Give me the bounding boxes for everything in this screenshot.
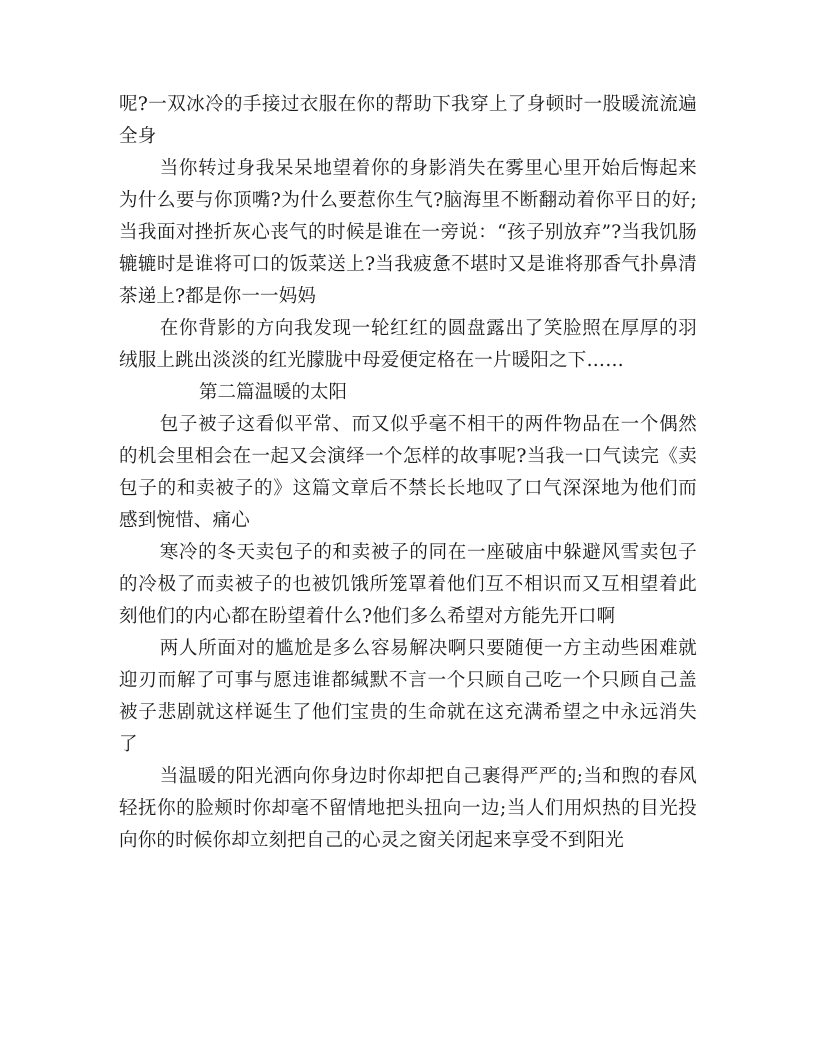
paragraph-4: 包子被子这看似平常、而又似乎毫不相干的两件物品在一个偶然的机会里相会在一起又会演绎一个怎样的故事呢?当我一口气读完《卖包子的和卖被子的》这篇文章后不禁长长地叹了口气深深地为他们而感到惋惜、痛心 <box>119 414 697 531</box>
paragraph-1: 呢?一双冰冷的手接过衣服在你的帮助下我穿上了身顿时一股暖流流遍全身 <box>119 94 697 147</box>
paragraph-2: 当你转过身我呆呆地望着你的身影消失在雾里心里开始后悔起来为什么要与你顶嘴?为什么要惹你生气?脑海里不断翻动着你平日的好;当我面对挫折灰心丧气的时候是谁在一旁说：“孩子别放弃”?当我饥肠辘辘时是谁将可口的饭菜送上?当我疲惫不堪时又是谁将那香气扑鼻清茶递上?都是你一一妈妈 <box>119 158 697 307</box>
paragraph-7: 当温暖的阳光洒向你身边时你却把自己裹得严严的;当和煦的春风轻抚你的脸颊时你却毫不留情地把头扭向一边;当人们用炽热的目光投向你的时候你却立刻把自己的心灵之窗关闭起来享受不到阳光 <box>119 766 697 851</box>
paragraph-3: 在你背影的方向我发现一轮红红的圆盘露出了笑脸照在厚厚的羽绒服上跳出淡淡的红光朦胧中母爱便定格在一片暖阳之下…… <box>119 318 697 371</box>
paragraph-5: 寒冷的冬天卖包子的和卖被子的同在一座破庙中躲避风雪卖包子的冷极了而卖被子的也被饥饿所笼罩着他们互不相识而又互相望着此刻他们的内心都在盼望着什么?他们多么希望对方能先开口啊 <box>119 542 697 627</box>
paragraph-6: 两人所面对的尴尬是多么容易解决啊只要随便一方主动些困难就迎刃而解了可事与愿违谁都缄默不言一个只顾自己吃一个只顾自己盖被子悲剧就这样诞生了他们宝贵的生命就在这充满希望之中永远消失了 <box>119 638 697 755</box>
document-body <box>119 89 697 857</box>
section-title: 第二篇温暖的太阳 <box>199 382 348 403</box>
